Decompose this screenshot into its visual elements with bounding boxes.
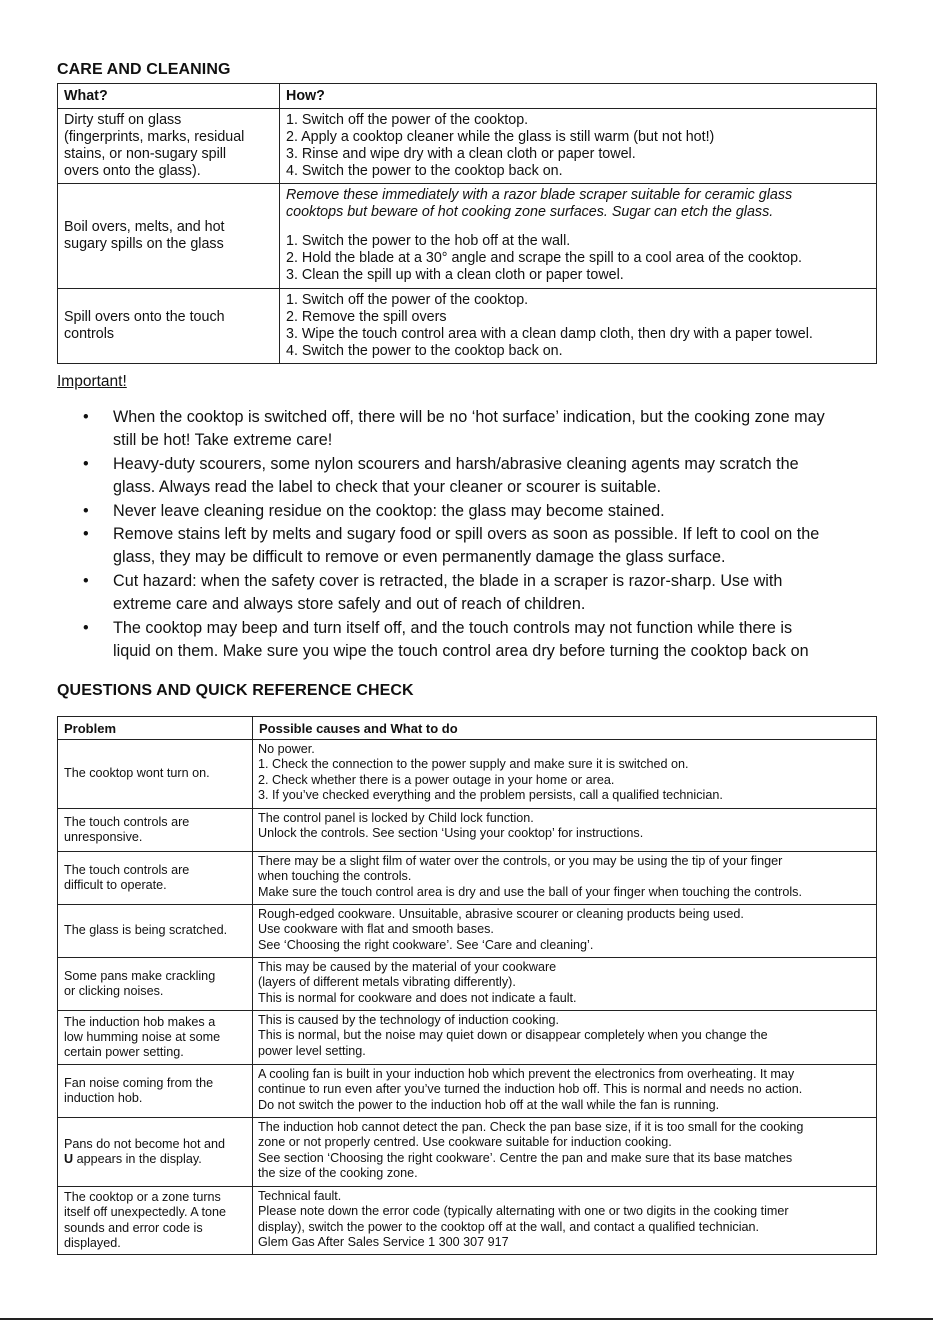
causes-line: The control panel is locked by Child lock function. <box>258 811 534 825</box>
quick-reference-row <box>58 1118 877 1187</box>
problem-cell <box>58 1011 253 1065</box>
causes-line: 2. Check whether there is a power outage in your home or area. <box>258 772 615 787</box>
causes-line: This is normal, but the noise may quiet down or disappear completely when you change the <box>258 1028 768 1043</box>
care-what-cell <box>58 289 280 364</box>
problem-cell <box>58 958 253 1011</box>
problem-line: or clicking noises. <box>64 984 164 998</box>
important-bullet-line: When the cooktop is switched off, there will be no ‘hot surface’ indication, but the cooking zone may <box>113 408 825 426</box>
causes-line: This is caused by the technology of induction cooking. <box>258 1013 560 1027</box>
quick-reference-row <box>58 958 877 1011</box>
problem-line: sounds and error code is <box>64 1220 203 1235</box>
problem-cell <box>58 905 253 958</box>
causes-line: display), switch the power to the cooktop off at the wall, and contact a qualified technician. <box>258 1219 760 1234</box>
quick-reference-table <box>57 716 877 1255</box>
care-how-cell <box>280 184 877 289</box>
causes-line: This is normal for cookware and does not indicate a fault. <box>258 990 577 1005</box>
care-header-what: What? <box>58 84 280 109</box>
quick-reference-row <box>58 852 877 905</box>
care-body <box>58 109 877 364</box>
problem-line: The touch controls are <box>64 862 190 877</box>
causes-line: power level setting. <box>258 1043 366 1058</box>
causes-cell <box>253 809 877 852</box>
care-and-cleaning-title: CARE AND CLEANING <box>57 61 231 78</box>
quick-reference-header-row <box>58 717 877 740</box>
causes-cell <box>253 905 877 958</box>
quick-reference-row <box>58 740 877 809</box>
bullet-dot: • <box>83 454 89 473</box>
care-how-step: 2. Remove the spill overs <box>286 309 447 325</box>
page-bottom-rule <box>0 1318 933 1320</box>
causes-line: No power. <box>258 742 315 756</box>
causes-cell <box>253 1011 877 1065</box>
problem-line: itself off unexpectedly. A tone <box>64 1205 226 1220</box>
important-bullet-line: Remove stains left by melts and sugary food or spill overs as soon as possible. If left to cool on the <box>113 525 820 544</box>
important-bullet-line: liquid on them. Make sure you wipe the touch control area dry before turning the cooktop back on <box>113 642 809 661</box>
care-row <box>58 184 877 289</box>
causes-line: The induction hob cannot detect the pan. Check the pan base size, if it is too small for the cooking <box>258 1120 804 1134</box>
problem-line: Fan noise coming from the <box>64 1075 214 1090</box>
causes-line: when touching the controls. <box>258 869 412 884</box>
care-how-step: 4. Switch the power to the cooktop back on. <box>286 163 563 179</box>
care-table <box>57 83 877 364</box>
important-bullet-line: Never leave cleaning residue on the cooktop: the glass may become stained. <box>113 501 665 520</box>
causes-line: continue to run even after you’ve turned the induction hob off. This is normal and needs no action. <box>258 1082 803 1097</box>
important-bullet-line: Cut hazard: when the safety cover is retracted, the blade in a scraper is razor-sharp. Use with <box>113 571 783 590</box>
quick-reference-row <box>58 809 877 852</box>
important-bullet-list <box>83 406 883 663</box>
important-bullet-line: Heavy-duty scourers, some nylon scourers and harsh/abrasive cleaning agents may scratch the <box>113 454 799 473</box>
important-bullet-line: extreme care and always store safely and out of reach of children. <box>113 595 586 614</box>
causes-line: See ‘Choosing the right cookware’. See ‘Care and cleaning’. <box>258 937 594 952</box>
important-bullet-line: The cooktop may beep and turn itself off, and the touch controls may not function while there is <box>113 618 793 637</box>
important-bullet <box>83 453 883 500</box>
causes-line: 3. If you’ve checked everything and the problem persists, call a qualified technician. <box>258 787 723 802</box>
problem-cell <box>58 1118 253 1187</box>
problem-line: Some pans make crackling <box>64 968 216 983</box>
causes-cell <box>253 740 877 809</box>
causes-cell <box>253 1065 877 1118</box>
care-how-step: 4. Switch the power to the cooktop back on. <box>286 343 563 359</box>
causes-cell <box>253 958 877 1011</box>
bullet-dot: • <box>83 571 89 590</box>
quick-reference-header-causes: Possible causes and What to do <box>253 717 877 740</box>
care-how-step: 3. Clean the spill up with a clean cloth or paper towel. <box>286 267 624 283</box>
care-how-step: 2. Apply a cooktop cleaner while the glass is still warm (but not hot!) <box>286 129 715 145</box>
problem-line: The touch controls are <box>64 814 190 829</box>
important-label: Important! <box>57 373 127 390</box>
causes-line: This may be caused by the material of your cookware <box>258 960 557 974</box>
problem-cell <box>58 809 253 852</box>
causes-line: zone or not properly centred. Use cookware suitable for induction cooking. <box>258 1135 672 1150</box>
important-bullet <box>83 523 883 570</box>
causes-line: See section ‘Choosing the right cookware’. Centre the pan and make sure that its base matches <box>258 1150 793 1165</box>
important-bullet <box>83 570 883 617</box>
quick-reference-row <box>58 905 877 958</box>
care-how-step: 1. Switch off the power of the cooktop. <box>286 112 529 128</box>
care-note-line: Remove these immediately with a razor blade scraper suitable for ceramic glass <box>286 187 793 203</box>
problem-line: Pans do not become hot and <box>64 1136 226 1151</box>
problem-line: The induction hob makes a <box>64 1014 216 1029</box>
care-what-line: Boil overs, melts, and hot <box>64 219 225 235</box>
quick-reference-row <box>58 1011 877 1065</box>
care-header-how: How? <box>280 84 877 109</box>
important-bullet <box>83 500 883 523</box>
causes-cell <box>253 1187 877 1255</box>
quick-reference-row <box>58 1187 877 1255</box>
bullet-dot: • <box>83 618 89 637</box>
causes-line: There may be a slight film of water over the controls, or you may be using the tip of your finger <box>258 854 783 868</box>
care-how-step: 2. Hold the blade at a 30° angle and scrape the spill to a cool area of the cooktop. <box>286 250 802 266</box>
important-bullet-line: glass. Always read the label to check that your cleaner or scourer is suitable. <box>113 478 661 497</box>
causes-cell <box>253 852 877 905</box>
care-what-line: (fingerprints, marks, residual <box>64 129 245 145</box>
care-row <box>58 289 877 364</box>
care-note <box>286 187 870 221</box>
problem-line: U appears in the display. <box>64 1152 202 1166</box>
quick-reference-body <box>58 740 877 1255</box>
care-how-cell <box>280 109 877 184</box>
important-bullet-line: glass, they may be difficult to remove or even permanently damage the glass surface. <box>113 548 726 567</box>
care-what-line: Spill overs onto the touch <box>64 309 225 325</box>
causes-line: Rough-edged cookware. Unsuitable, abrasive scourer or cleaning products being used. <box>258 907 744 921</box>
causes-line: 1. Check the connection to the power supply and make sure it is switched on. <box>258 757 689 772</box>
care-what-line: controls <box>64 326 115 342</box>
problem-cell <box>58 852 253 905</box>
care-header-row <box>58 84 877 109</box>
bullet-dot: • <box>83 525 89 544</box>
care-how-step: 3. Wipe the touch control area with a clean damp cloth, then dry with a paper towel. <box>286 326 813 342</box>
care-what-line: overs onto the glass). <box>64 163 201 179</box>
care-row <box>58 109 877 184</box>
problem-line: displayed. <box>64 1235 121 1250</box>
care-what-line: Dirty stuff on glass <box>64 112 182 128</box>
problem-line: The cooktop wont turn on. <box>64 766 210 781</box>
problem-line: difficult to operate. <box>64 878 167 892</box>
causes-line: Use cookware with flat and smooth bases. <box>258 922 494 937</box>
problem-line: certain power setting. <box>64 1045 184 1060</box>
problem-line: unresponsive. <box>64 830 143 844</box>
important-bullet <box>83 617 883 664</box>
care-how-cell <box>280 289 877 364</box>
causes-line: Do not switch the power to the induction hob off at the wall while the fan is running. <box>258 1097 720 1112</box>
causes-line: Glem Gas After Sales Service 1 300 307 917 <box>258 1234 509 1249</box>
care-what-line: sugary spills on the glass <box>64 236 224 252</box>
quick-reference-title: QUESTIONS AND QUICK REFERENCE CHECK <box>57 682 414 699</box>
causes-line: Unlock the controls. See section ‘Using your cooktop’ for instructions. <box>258 826 644 841</box>
causes-line: Make sure the touch control area is dry and use the ball of your finger when touching the controls. <box>258 884 802 899</box>
problem-cell <box>58 1065 253 1118</box>
problem-cell <box>58 740 253 809</box>
important-bullet <box>83 406 883 453</box>
causes-line: Technical fault. <box>258 1189 342 1203</box>
problem-line: The cooktop or a zone turns <box>64 1189 221 1204</box>
causes-cell <box>253 1118 877 1187</box>
care-how-step: 1. Switch off the power of the cooktop. <box>286 292 529 308</box>
causes-line: the size of the cooking zone. <box>258 1165 418 1180</box>
causes-line: (layers of different metals vibrating differently). <box>258 975 516 990</box>
causes-line: A cooling fan is built in your induction hob which prevent the electronics from overheating. It may <box>258 1067 795 1081</box>
care-what-line: stains, or non-sugary spill <box>64 146 227 162</box>
care-how-step: 1. Switch the power to the hob off at the wall. <box>286 233 571 249</box>
care-what-cell <box>58 184 280 289</box>
important-bullet-line: still be hot! Take extreme care! <box>113 431 333 450</box>
problem-line: low humming noise at some <box>64 1029 221 1044</box>
causes-line: Please note down the error code (typically alternating with one or two digits in the cooking timer <box>258 1204 789 1219</box>
problem-cell <box>58 1187 253 1255</box>
care-what-cell <box>58 109 280 184</box>
care-note-line: cooktops but beware of hot cooking zone surfaces. Sugar can etch the glass. <box>286 204 774 220</box>
display-u-glyph: U <box>64 1152 74 1166</box>
problem-line: induction hob. <box>64 1091 143 1105</box>
care-how-step: 3. Rinse and wipe dry with a clean cloth or paper towel. <box>286 146 636 162</box>
bullet-dot: • <box>83 408 89 426</box>
problem-line: The glass is being scratched. <box>64 923 228 938</box>
bullet-dot: • <box>83 501 89 520</box>
quick-reference-row <box>58 1065 877 1118</box>
quick-reference-header-problem: Problem <box>58 717 253 740</box>
